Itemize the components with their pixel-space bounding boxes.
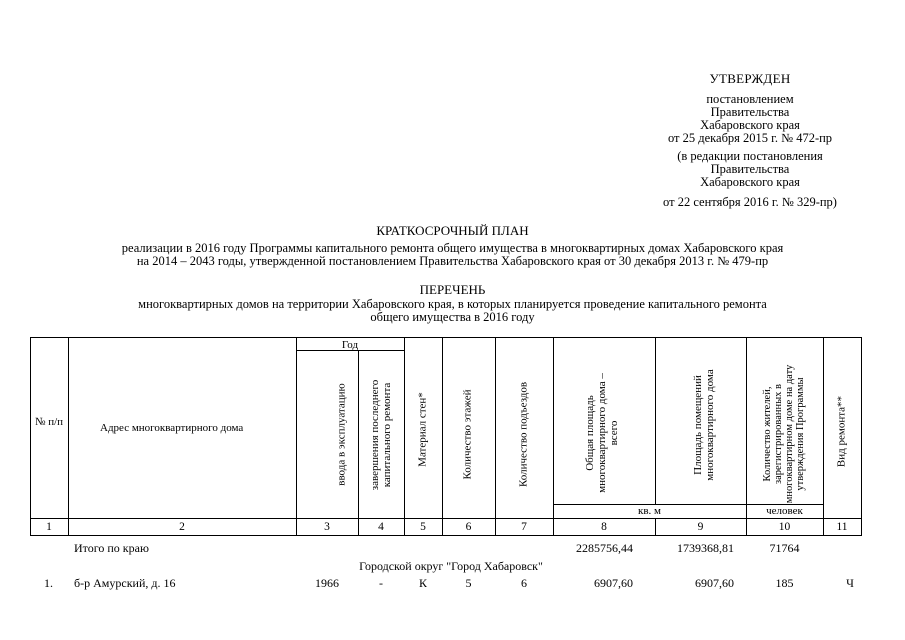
number-row-bottom-border <box>30 535 862 536</box>
approval-decree-date: от 25 декабря 2015 г. № 472-пр <box>667 131 833 145</box>
approval-by-decree: постановлением <box>706 92 794 106</box>
header-residents-text: Количество жителей, зарегистрированных в многоквартирном доме на дату утверждения Программы <box>762 364 806 504</box>
col-number-8: 8 <box>601 521 607 533</box>
col-number-7: 7 <box>521 521 527 533</box>
row-total-area: 6907,60 <box>594 576 633 590</box>
header-no: № п/п <box>34 416 64 428</box>
row-year-built: 1966 <box>315 576 339 590</box>
approval-block <box>600 72 900 209</box>
total-premises-value: 1739368,81 <box>677 541 734 555</box>
col-border-11 <box>861 337 862 536</box>
header-repair-type: Вид ремонта** <box>835 395 848 468</box>
total-residents-value: 71764 <box>769 541 800 555</box>
plan-subtitle-line-2: на 2014 – 2043 годы, утвержденной постановлением Правительства Хабаровского края от 30 декабря 2013 г. № 479-пр <box>136 254 769 268</box>
header-total-area <box>584 363 620 503</box>
header-premises-area-text: Площадь помещений многоквартирного дома <box>692 369 716 481</box>
row-address: б-р Амурский, д. 16 <box>74 576 176 590</box>
unit-area: кв. м <box>638 505 661 517</box>
list-subtitle-line-2: общего имущества в 2016 году <box>370 310 535 324</box>
unit-people: человек <box>766 505 803 517</box>
col-border-10 <box>823 337 824 536</box>
district-heading: Городской округ "Город Хабаровск" <box>359 559 543 573</box>
col-number-9: 9 <box>697 521 704 533</box>
col-border-2 <box>296 337 297 536</box>
col-border-8 <box>655 337 656 505</box>
col-border-0 <box>30 337 31 536</box>
row-no: 1. <box>44 576 53 590</box>
header-year-group: Год <box>341 339 359 351</box>
row-year-repair: - <box>379 576 383 590</box>
list-title: ПЕРЕЧЕНЬ <box>419 282 486 297</box>
col-number-4: 4 <box>378 521 384 533</box>
header-wall-material: Материал стен* <box>416 392 429 467</box>
header-address: Адрес многоквартирного дома <box>100 422 244 434</box>
approved-heading: УТВЕРЖДЕН <box>709 71 791 86</box>
header-residents <box>762 364 806 504</box>
header-bottom-border <box>30 518 862 519</box>
edition-region: Хабаровского края <box>700 175 800 189</box>
col-border-1 <box>68 337 69 536</box>
total-area-value: 2285756,44 <box>576 541 633 555</box>
col-number-11: 11 <box>836 521 848 533</box>
header-year-repair-text: завершения последнего капитального ремонта <box>369 379 393 491</box>
list-subtitle-line-1: многоквартирных домов на территории Хабаровского края, в которых планируется проведение капитального ремонта <box>138 297 767 311</box>
list-subtitle <box>20 298 885 324</box>
plan-title: КРАТКОСРОЧНЫЙ ПЛАН <box>376 223 529 238</box>
header-floors: Количество этажей <box>461 389 474 480</box>
col-number-5: 5 <box>420 521 426 533</box>
col-border-5 <box>442 337 443 536</box>
plan-subtitle-line-1: реализации в 2016 году Программы капитального ремонта общего имущества в многоквартирных домах Хабаровского края <box>121 241 784 255</box>
header-year-built: ввода в эксплуатацию <box>335 383 348 486</box>
row-repair-type: Ч <box>846 576 854 590</box>
col-number-6: 6 <box>465 521 472 533</box>
total-label: Итого по краю <box>74 541 149 555</box>
edition-government: Правительства <box>710 162 790 176</box>
row-residents: 185 <box>775 576 794 590</box>
header-entrances: Количество подъездов <box>517 381 530 488</box>
header-total-area-text: Общая площадь многоквартирного дома – всего <box>584 373 620 493</box>
table-top-border <box>30 337 862 338</box>
approval-government: Правительства <box>710 105 790 119</box>
edition-date: от 22 сентября 2016 г. № 329-пр) <box>663 195 837 209</box>
row-floors: 5 <box>465 576 472 590</box>
approval-region: Хабаровского края <box>700 118 800 132</box>
plan-subtitle <box>20 242 885 268</box>
header-premises-area <box>692 355 716 495</box>
col-border-4 <box>404 337 405 536</box>
col-number-3: 3 <box>324 521 330 533</box>
col-number-2: 2 <box>179 521 185 533</box>
col-number-10: 10 <box>778 521 791 533</box>
row-entrances: 6 <box>521 576 527 590</box>
header-year-repair <box>369 360 393 510</box>
col-border-3 <box>358 350 359 536</box>
row-premises-area: 6907,60 <box>695 576 734 590</box>
edition-note: (в редакции постановления <box>677 149 823 163</box>
col-number-1: 1 <box>46 521 52 533</box>
row-wall: К <box>418 576 427 590</box>
col-border-6 <box>495 337 496 536</box>
